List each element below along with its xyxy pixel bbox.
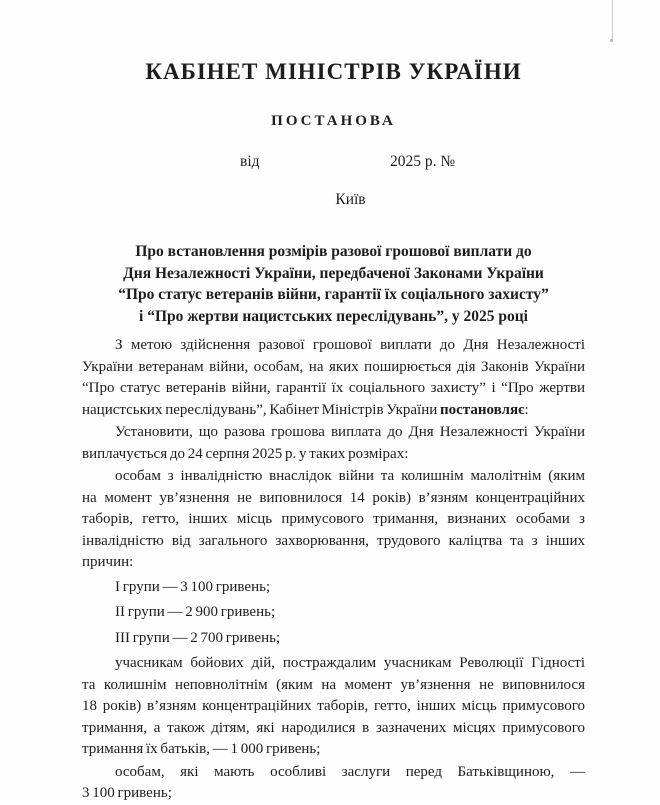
- date-from-label: від: [240, 153, 260, 170]
- text-line: особам, які мають особливі заслуги перед Батьківщиною, —: [115, 763, 585, 780]
- title-line: “Про статус ветеранів війни, гарантії їх соціального захисту”: [118, 286, 549, 303]
- text-line: “Про статус ветеранів війни, гарантії їх соціального захисту” і “Про жертви: [82, 380, 585, 396]
- text-line: особам з інвалідністю внаслідок війни та колишнім малолітнім (яким: [115, 468, 585, 484]
- scan-artifact-line: [612, 0, 613, 40]
- title-line: Про встановлення розмірів разової грошової виплати до: [135, 243, 532, 260]
- text-line: 3 100 гривень;: [82, 785, 172, 801]
- paragraph: [82, 762, 585, 805]
- text-line: З метою здійснення разової грошової виплати до Дня Незалежності: [115, 337, 585, 353]
- text-line: тримання, а також дітям, які народилися в зазначених місцях примусового: [82, 719, 585, 736]
- payment-amount-list-item: ІІІ групи — 2 700 гривень;: [115, 629, 281, 646]
- payment-amount-list-item: І групи — 3 100 гривень;: [115, 578, 271, 595]
- text-line: таборів, гетто, інших місць примусового тримання, визнаних особами з: [82, 511, 585, 527]
- text-line: [82, 400, 585, 422]
- text-line: причин:: [82, 554, 134, 570]
- paragraph: [82, 653, 585, 761]
- doc-title: [82, 241, 585, 327]
- text-line: тримання їх батьків, — 1 000 гривень;: [82, 741, 321, 757]
- paragraph: [82, 466, 585, 574]
- text-line: 18 років) в’язням концентраційних таборів, гетто, інших місць примусового: [82, 698, 585, 714]
- text-line: виплачується до 24 серпня 2025 р. у таких розмірах:: [82, 445, 409, 462]
- text-line: та колишнім неповнолітнім (яким на момент ув’язнення не виповнилося: [82, 676, 585, 693]
- title-line: Дня Незалежності України, передбаченої Законами України: [123, 264, 544, 282]
- text-line: на момент ув’язнення не виповнилося 14 років) в’язням концентраційних: [82, 489, 585, 506]
- date-year-number: 2025 р. №: [390, 153, 456, 170]
- title-line: і “Про жертви нацистських переслідувань”, у 2025 році: [139, 307, 528, 325]
- text-line: інвалідністю від загального захворювання, трудового каліцтва та з інших: [82, 532, 585, 549]
- paragraph: [82, 422, 585, 465]
- scan-artifact-dot: [610, 39, 613, 42]
- text-line: учасникам бойових дій, постраждалим учасникам Революції Гідності: [115, 655, 585, 671]
- doc-body: [82, 335, 585, 805]
- payment-amount-list: [82, 577, 585, 650]
- city-name: Київ: [335, 191, 366, 208]
- text-line: Установити, що разова грошова виплата до Дня Незалежності України: [115, 424, 585, 440]
- payment-amount-list-item: ІІ групи — 2 900 гривень;: [115, 604, 276, 620]
- paragraph: [82, 335, 585, 421]
- text-segment: :: [524, 401, 529, 418]
- date-line: [82, 153, 585, 174]
- doc-type: ПОСТАНОВА: [271, 113, 396, 129]
- org-name: КАБІНЕТ МІНІСТРІВ УКРАЇНИ: [145, 59, 522, 84]
- text-segment: нацистських переслідувань”, Кабінет Міністрів України: [82, 401, 440, 418]
- bold-text-segment: постановляє: [440, 401, 525, 418]
- text-line: України ветеранам війни, особам, на яких поширюється дія Законів України: [82, 358, 585, 375]
